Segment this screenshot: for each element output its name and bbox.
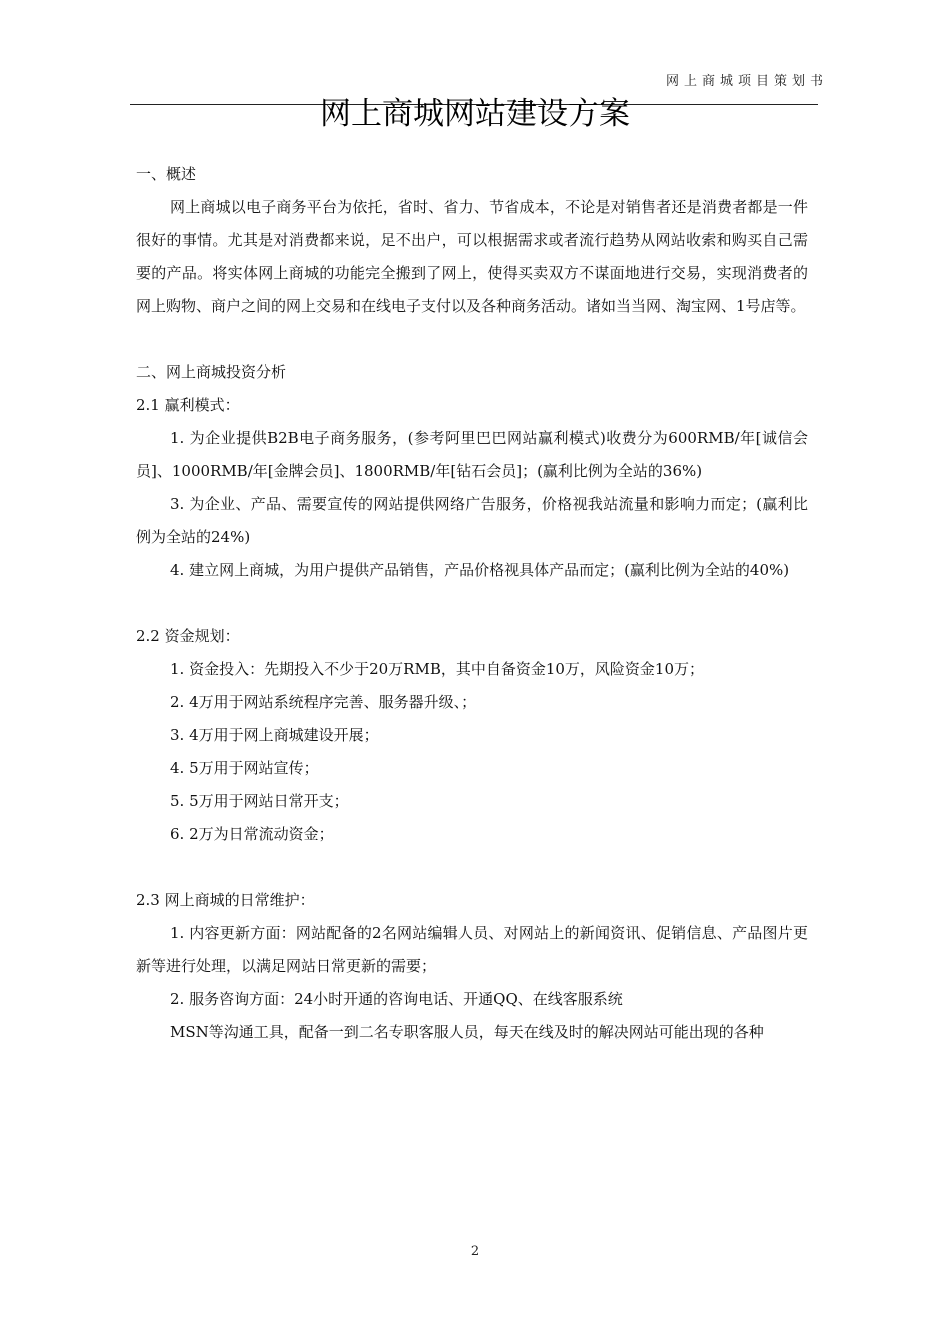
funding-item: 5. 5万用于网站日常开支； <box>170 792 349 810</box>
funding-item: 3. 4万用于网上商城建设开展； <box>170 726 379 744</box>
section2-1-heading: 2.1 赢利模式： <box>136 396 240 414</box>
section1-paragraph: 网上商城以电子商务平台为依托，省时、省力、节省成本，不论是对销售者还是消费者都是一件很好的事情。尤其是对消费都来说，足不出户，可以根据需求或者流行趋势从网站收索和购买自己需要的产品。将实体网上商城的功能完全搬到了网上，使得买卖双方不谋面地进行交易，实现消费者的网上购物、商户之间的网上交易和在线电子支付以及各种商务活动。诸如当当网、淘宝网、1号店等。 <box>136 198 808 315</box>
document-title: 网上商城网站建设方案 <box>320 96 630 132</box>
spacer <box>136 587 808 620</box>
funding-item: 4. 5万用于网站宣传； <box>170 759 319 777</box>
section1-heading: 一、概述 <box>136 165 197 183</box>
maintenance-continuation: MSN等沟通工具，配备一到二名专职客服人员，每天在线及时的解决网站可能出现的各种 <box>170 1023 764 1041</box>
section2-heading: 二、网上商城投资分析 <box>136 363 287 381</box>
profit-item: 3. 为企业、产品、需要宣传的网站提供网络广告服务，价格视我站流量和影响力而定；(赢利比例为全站的24%) <box>136 495 808 546</box>
section2-3-heading: 2.3 网上商城的日常维护： <box>136 891 315 909</box>
section2-2-heading: 2.2 资金规划： <box>136 627 240 645</box>
spacer <box>136 323 808 356</box>
maintenance-item: 2. 服务咨询方面：24小时开通的咨询电话、开通QQ、在线客服系统 <box>170 990 623 1008</box>
profit-item: 1. 为企业提供B2B电子商务服务，(参考阿里巴巴网站赢利模式)收费分为600RMB/年[诚信会员]、1000RMB/年[金牌会员]、1800RMB/年[钻石会员]；(赢利比例为全站的36%) <box>136 429 808 480</box>
profit-item: 4. 建立网上商城，为用户提供产品销售，产品价格视具体产品而定；(赢利比例为全站的40%) <box>170 561 790 579</box>
funding-item: 6. 2万为日常流动资金； <box>170 825 334 843</box>
maintenance-item: 1. 内容更新方面：网站配备的2名网站编辑人员、对网站上的新闻资讯、促销信息、产品图片更新等进行处理，以满足网站日常更新的需要； <box>136 924 808 975</box>
funding-item: 2. 4万用于网站系统程序完善、服务器升级、； <box>170 693 477 711</box>
document-body <box>136 158 808 1049</box>
funding-item: 1. 资金投入：先期投入不少于20万RMB，其中自备资金10万，风险资金10万； <box>170 660 705 678</box>
running-header: 网上商城项目策划书 <box>665 74 828 89</box>
spacer <box>136 851 808 884</box>
page-number: 2 <box>470 1244 480 1259</box>
